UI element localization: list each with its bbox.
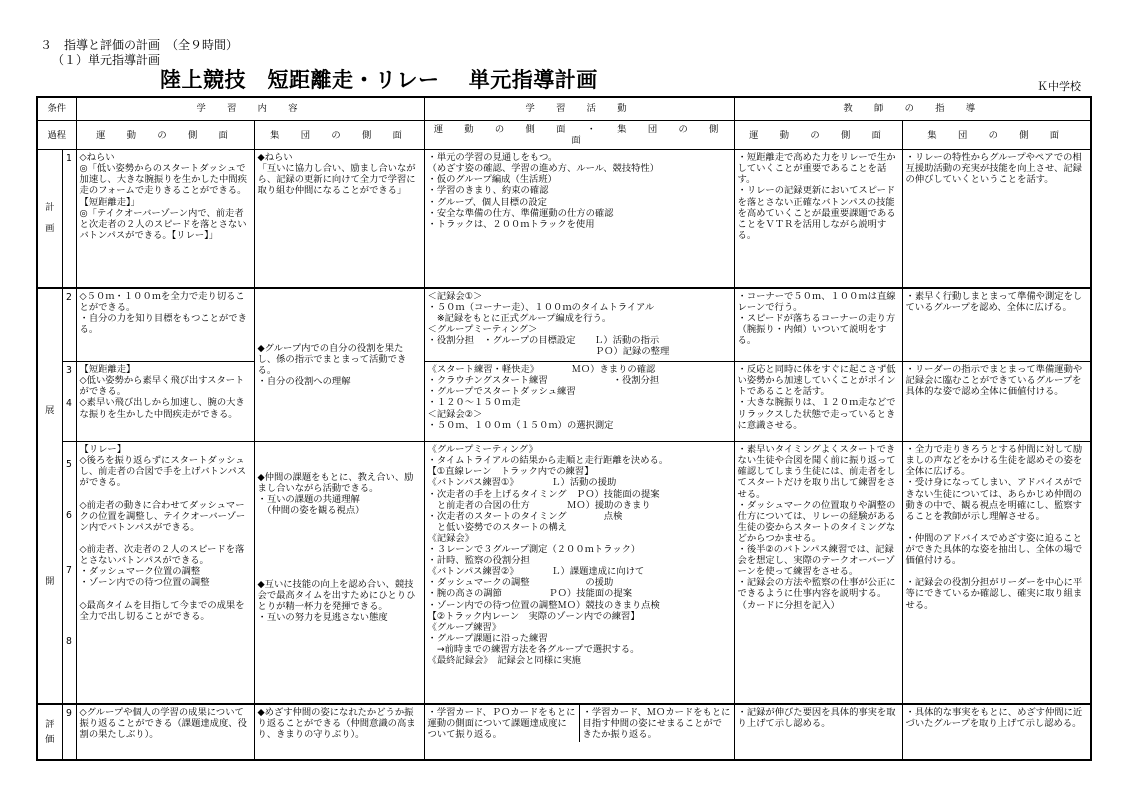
lesson-number: 9 <box>62 704 76 760</box>
group-header: 集 団 の 側 面 <box>254 121 424 150</box>
cell-teacher-motion: ・コーナーで５０ｍ、１００ｍは直線レーンで行う。 ・スピードが落ちるコーナーの走り方（腕振り・内傾）いついて説明をする。 <box>734 288 902 362</box>
motion-header: 運 動 の 側 面 <box>76 121 254 150</box>
learning-activity-header: 学 習 活 動 <box>424 97 734 121</box>
phase-plan: 計 画 <box>37 150 62 288</box>
condition-header: 条件 <box>37 97 76 121</box>
cell-teacher-group: ・素早く行動しまとまって準備や測定をしているグループを認め、全体に広げる。 <box>902 288 1091 362</box>
cell-group <box>254 442 424 704</box>
motion-group-header: 運 動 の 側 面 ・ 集 団 の 側 面 <box>424 121 734 150</box>
cell-teacher-motion: ・反応と同時に体をすぐに起こさず低い姿勢から加速していくことがポイントであることを話す。 ・大きな腕振りは、１２０ｍ走などでリラックスした状態で走っているときに意識させる。 <box>734 362 902 442</box>
cell-teacher-group: ・全力で走りきろうとする仲間に対して励ましの声などをかける生徒を認めその姿を全体に広げる。 ・受け身になってしまい、アドバイスができない生徒については、あらかじめ仲間の動きの中で、観る視点を明確にし、監察することを教師が示し理解させる。 ・仲間のアドバイスでめざす姿に迫ることができた具体的な姿を抽出し、全体の場で価値付ける。 ・記録会の役割分担がリーダーを中心に平等にできているか確認し、確実に取り組ませる。 <box>902 442 1091 704</box>
table-row <box>37 150 1091 288</box>
lesson-number: 3 4 <box>62 362 76 442</box>
group-goal-2: ◆互いに技能の向上を認め合い、競技会で最高タイムを出すためにひとりひとりが精一杯力を発揮できる。 ・互いの努力を見逃さない態度 <box>257 578 416 623</box>
teacher-group-header: 集 団 の 側 面 <box>902 121 1091 150</box>
cell-activity: ・単元の学習の見通しをもつ。 （めざす姿の確認、学習の進め方、ルール、競技特性） ・仮のグループ編成（生活班） ・学習のきまり、約束の確認 ・グループ、個人目標の設定 ・安全な準備の仕方、準備運動の仕方の確認 ・トラックは、２００ｍトラックを使用 <box>424 150 734 288</box>
lesson-number: 5 6 7 8 <box>62 442 76 704</box>
cell-motion: ◇ねらい ◎「低い姿勢からのスタートダッシュで加速し、大きな腕振りを生かした中間疾走のフォームで走りきることができる。【短距離走】」 ◎「テイクオーバーゾーン内で、前走者と次走者の２人のスピードを落とさないバトンパスができる。【リレー】」 <box>76 150 254 288</box>
page-title: 陸上競技 短距離走・リレー 単元指導計画 <box>160 68 598 92</box>
teacher-motion-header: 運 動 の 側 面 <box>734 121 902 150</box>
table-row <box>37 288 1091 362</box>
cell-group: ◆めざす仲間の姿になれたかどうか振り返ることができる（仲間意識の高まり、きまりの守りぶり）。 <box>254 704 424 760</box>
cell-motion: 【短距離走】 ◇低い姿勢から素早く飛び出すスタートができる。 ◇素早い飛び出しから加速し、腕の大きな振りを生かした中間疾走ができる。 <box>76 362 254 442</box>
cell-teacher-motion: ・短距離走で高めた力をリレーで生かしていくことが重要であることを話す。 ・リレーの記録更新においてスピードを落とさない正確なバトンパスの技能を高めていくことが最重要課題であることをＶＴＲを活用しながら説明する。 <box>734 150 902 288</box>
cell-group: ◆ねらい 「互いに協力し合い、励まし合いながら、記録の更新に向けて全力で学習に取り組む仲間になることができる」 <box>254 150 424 288</box>
lesson-number: 2 <box>62 288 76 362</box>
table-row <box>37 442 1091 704</box>
phase-develop: 展 開 <box>37 288 62 704</box>
cell-activity <box>424 704 734 760</box>
phase-evaluate: 評 価 <box>37 704 62 760</box>
subsection-heading: （１）単元指導計画 <box>52 53 161 67</box>
cell-teacher-group: ・具体的な事実をもとに、めざす仲間に近づいたグループを取り上げて示し認める。 <box>902 704 1091 760</box>
section-heading: ３ 指導と評価の計画 （全９時間） <box>40 38 239 52</box>
unit-plan-table <box>36 96 1092 761</box>
teacher-guidance-header: 教 師 の 指 導 <box>734 97 1091 121</box>
cell-activity: 《スタート練習・軽快走》 ＭＯ）きまりの確認 ・クラウチングスタート練習 ・役割分担 ・グループでスタートダッシュ練習 ・１２０～１５０ｍ走 ＜記録会②＞ ・５０ｍ、１００ｍ（１５０ｍ）の選択測定 <box>424 362 734 442</box>
cell-teacher-group: ・リレーの特性からグループやペアでの相互援助活動の充実が技能を向上させ、記録の伸びしていくということを話す。 <box>902 150 1091 288</box>
cell-group: ◆グループ内での自分の役割を果たし、係の指示でまとまって活動できる。 ・自分の役割への理解 <box>254 288 424 442</box>
cell-teacher-group: ・リーダーの指示でまとまって準備運動や記録会に臨むことができているグループを具体的な姿で認め全体に価値付ける。 <box>902 362 1091 442</box>
cell-activity: ＜記録会①＞ ・５０ｍ（コーナー走）、１００ｍのタイムトライアル ※記録をもとに正式グループ編成を行う。 ＜グループミーティング＞ ・役割分担 ・グループの目標設定 Ｌ）活動の指示 ＰＯ）記録の整理 <box>424 288 734 362</box>
group-goal-1: ◆仲間の課題をもとに、教え合い、励まし合いながら活動できる。 ・互いの課題の共通理解 （仲間の姿を観る視点） <box>257 472 414 517</box>
cell-motion: 【リレー】 ◇後ろを振り返らずにスタートダッシュし、前走者の合図で手を上げバトンパスができる。 ◇前走者の動きに合わせてダッシュマークの位置を調整し、テイクオーバーゾーン内でバトンパスができる。 ◇前走者、次走者の２人のスピードを落とさないバトンパスができる。 ・ダッシュマーク位置の調整 ・ゾーン内での待つ位置の調整 ◇最高タイムを目指して今までの成果を全力で出し切ることができる。 <box>76 442 254 704</box>
school-name: Ｋ中学校 <box>1037 80 1081 93</box>
cell-activity: 《グループミーティング》 ・タイムトライアルの結果から走順と走行距離を決める。 【①直線レーン トラック内での練習】 《バトンパス練習①》 Ｌ）活動の援助 ・次走者の手を上げるタイミング ＰＯ）技能面の提案 と前走者の合図の仕方 ＭＯ）援助のきまり ・次走者のスタートのタイミング 点検 と低い姿勢でのスタートの構え 《記録会》 ・３レーンで３グループ測定（２００ｍトラック） ・計時、監察の役割分担 《バトンパス練習②》 Ｌ）課題達成に向けて ・ダッシュマークの調整 の援助 ・腕の高さの調節 ＰＯ）技能面の提案 ・ゾーン内での待つ位置の調整ＭＯ）競技のきまり点検 【②トラック内レーン 実際のゾーン内での練習】 《グループ練習》 ・グループ課題に沿った練習 →前時までの練習方法を各グループで選択する。 《最終記録会》 記録会と同様に実施 <box>424 442 734 704</box>
cell-motion: ◇グループや個人の学習の成果について振り返ることができる（課題達成度、役割の果たしぶり）。 <box>76 704 254 760</box>
table-row <box>37 704 1091 760</box>
cell-motion: ◇５０ｍ・１００ｍを全力で走り切ることができる。 ・自分の力を知り目標をもつことができる。 <box>76 288 254 362</box>
process-header: 過程 <box>37 121 76 150</box>
cell-teacher-motion: ・記録が伸びた要因を具体的事実を取り上げて示し認める。 <box>734 704 902 760</box>
activity-group-review: ・学習カード、ＭＯカードをもとに目指す仲間の姿にせまることができたか振り返る。 <box>579 705 734 742</box>
activity-motion-review: ・学習カード、ＰＯカードをもとに運動の側面について課題達成度について振り返る。 <box>427 706 576 740</box>
lesson-number: 1 <box>62 150 76 288</box>
cell-teacher-motion: ・素早いタイミングよくスタートできない生徒や合図を聞く前に振り返って確認してしまう生徒には、前走者をしてスタートだけを取り出して練習をさせる。 ・ダッシュマークの位置取りや調整の仕方については、リレーの経験がある生徒の姿からスタートのタイミングなどからつかませる。 ・後半②のバトンパス練習では、記録会を想定し、実際のテークオーバーゾーンを使って練習をさせる。 ・記録会の方法や監察の仕事が公正にできるように仕事内容を説明する。（カードに分担を記入） <box>734 442 902 704</box>
table-row <box>37 362 1091 442</box>
learning-content-header: 学 習 内 容 <box>76 97 424 121</box>
